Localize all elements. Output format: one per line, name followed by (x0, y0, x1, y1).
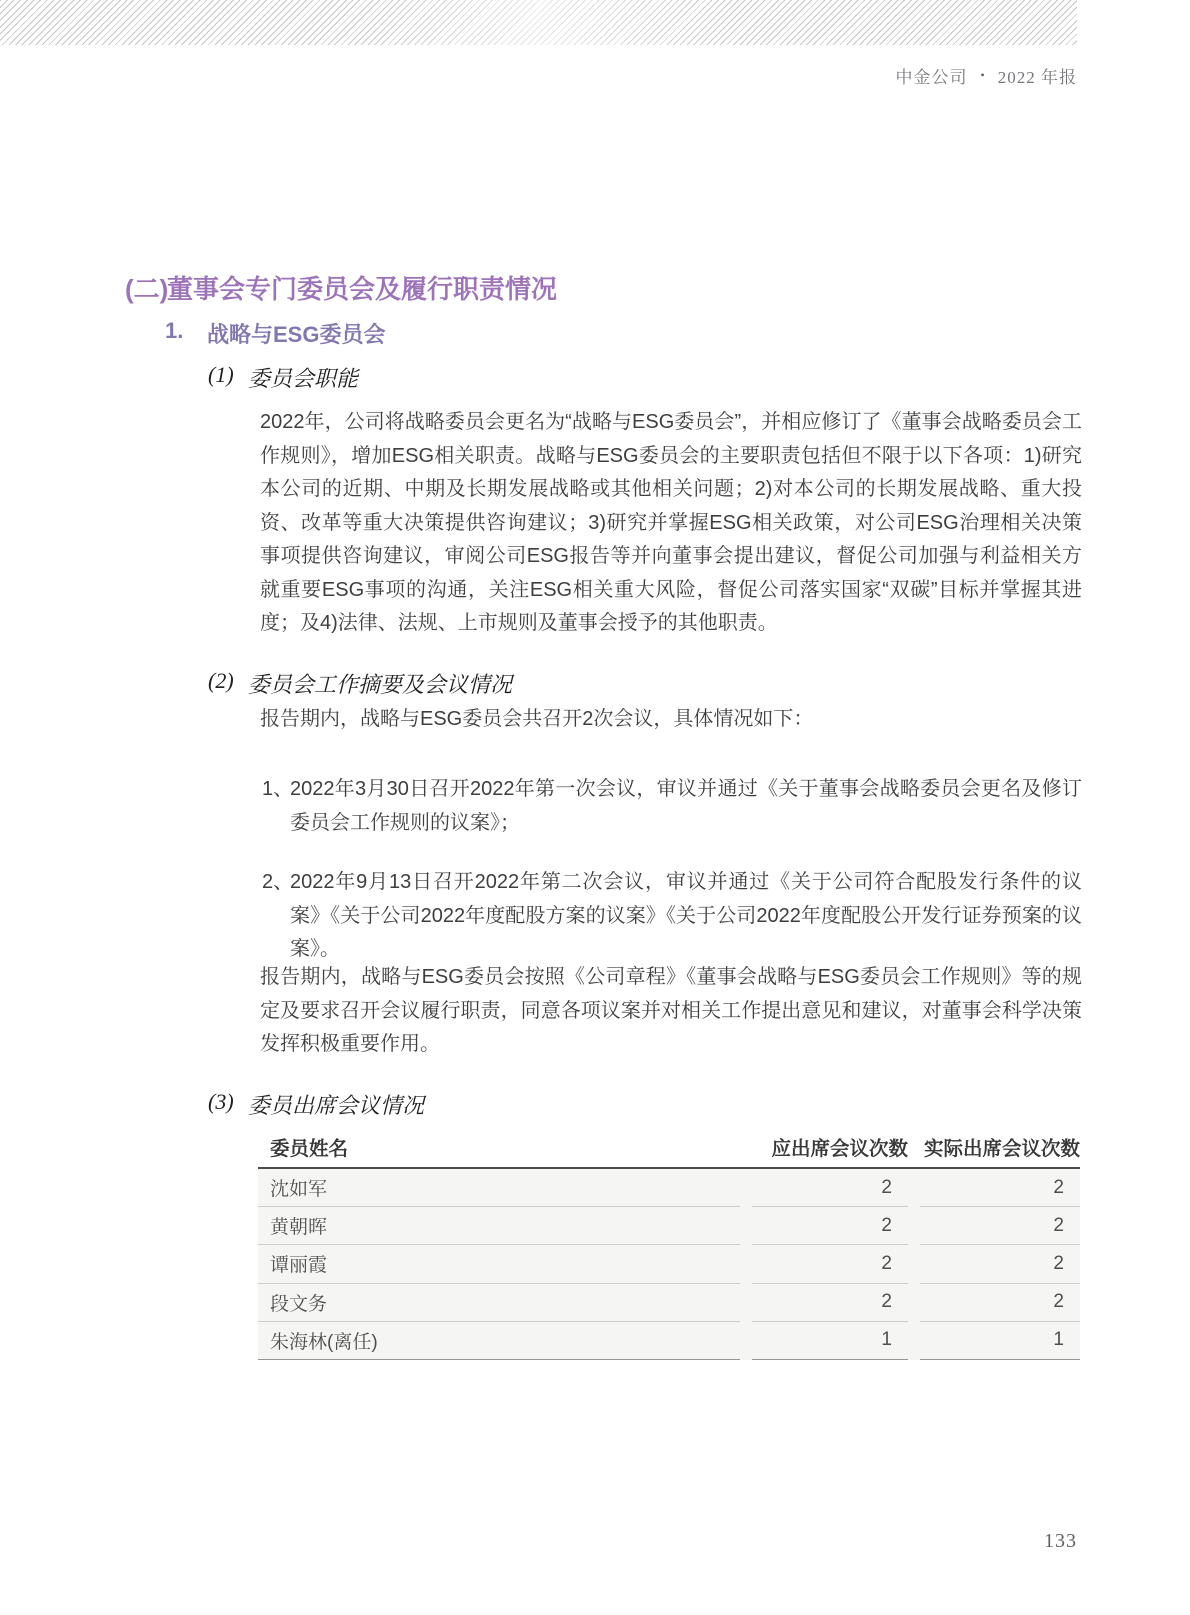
table-row (258, 1245, 1080, 1283)
section-heading-number: (二) (125, 274, 169, 304)
table-row (258, 1207, 1080, 1245)
paragraph-committee-functions: 2022年，公司将战略委员会更名为“战略与ESG委员会”，并相应修订了《董事会战略委员会工作规则》，增加ESG相关职责。战略与ESG委员会的主要职责包括但不限于以下各项：1)研究本公司的近期、中期及长期发展战略或其他相关问题；2)对本公司的长期发展战略、重大投资、改革等重大决策提供咨询建议；3)研究并掌握ESG相关政策，对公司ESG治理相关决策事项提供咨询建议，审阅公司ESG报告等并向董事会提出建议，督促公司加强与利益相关方就重要ESG事项的沟通，关注ESG相关重大风险，督促公司落实国家“双碳”目标并掌握其进度；及4)法律、法规、上市规则及董事会授予的其他职责。 (260, 411, 1082, 634)
list-item-number: 2、 (262, 871, 294, 893)
subsection-heading-label: 战略与ESG委员会 (207, 322, 386, 347)
list-item-text: 2022年3月30日召开2022年第一次会议，审议并通过《关于董事会战略委员会更名及修订委员会工作规则的议案》； (290, 778, 1082, 834)
separator-dot-icon: • (980, 68, 985, 82)
hatch-band-decoration (0, 0, 1077, 45)
attended-count: 2 (920, 1245, 1080, 1283)
section-heading-label: 董事会专门委员会及履行职责情况 (167, 274, 558, 304)
required-count: 2 (752, 1207, 908, 1245)
list-item-number: 1、 (262, 778, 294, 800)
table-row (258, 1284, 1080, 1322)
brand-name: 中金公司 (895, 68, 968, 87)
member-name: 段文务 (258, 1284, 740, 1322)
table-row (258, 1169, 1080, 1207)
required-count: 2 (752, 1284, 908, 1322)
page-number: 133 (1044, 1530, 1077, 1552)
list-item-text: 2022年9月13日召开2022年第二次会议，审议并通过《关于公司符合配股发行条件的议案》《关于公司2022年度配股方案的议案》《关于公司2022年度配股公开发行证券预案的议案》。 (290, 871, 1082, 960)
table-header-row (258, 1127, 1080, 1169)
required-count: 1 (752, 1322, 908, 1360)
item-heading-label: 委员会工作摘要及会议情况 (248, 672, 513, 697)
table-body (258, 1169, 1080, 1360)
item-heading-number: (2) (208, 668, 234, 693)
required-count: 2 (752, 1169, 908, 1207)
item-heading-label: 委员出席会议情况 (248, 1093, 425, 1118)
member-name: 谭丽霞 (258, 1245, 740, 1283)
table-row (258, 1322, 1080, 1360)
member-name: 朱海林(离任) (258, 1322, 740, 1360)
running-header (896, 63, 1077, 88)
meeting-list-item (262, 773, 1082, 840)
section-heading (125, 269, 557, 306)
item-heading-attendance (208, 1089, 424, 1120)
attended-count: 2 (920, 1207, 1080, 1245)
subsection-heading (165, 318, 385, 349)
paragraph-meetings-intro: 报告期内，战略与ESG委员会共召开2次会议，具体情况如下： (260, 708, 814, 730)
item-heading-label: 委员会职能 (248, 366, 359, 391)
column-header-required-count: 应出席会议次数 (771, 1138, 908, 1160)
subsection-heading-number: 1. (165, 318, 184, 343)
item-heading-number: (1) (208, 362, 234, 387)
report-edition: 2022 年报 (997, 68, 1077, 87)
meeting-list-item (262, 866, 1082, 967)
paragraph-duty-summary: 报告期内，战略与ESG委员会按照《公司章程》《董事会战略与ESG委员会工作规则》等的规定及要求召开会议履行职责，同意各项议案并对相关工作提出意见和建议，对董事会科学决策发挥积极重要作用。 (260, 966, 1082, 1055)
member-name: 沈如军 (258, 1169, 740, 1207)
column-header-member-name: 委员姓名 (270, 1138, 349, 1160)
attended-count: 2 (920, 1169, 1080, 1207)
item-heading-work-summary (208, 668, 512, 699)
column-header-attended-count: 实际出席会议次数 (923, 1138, 1080, 1160)
member-name: 黄朝晖 (258, 1207, 740, 1245)
attended-count: 1 (920, 1322, 1080, 1360)
attended-count: 2 (920, 1284, 1080, 1322)
item-heading-functions (208, 362, 358, 393)
required-count: 2 (752, 1245, 908, 1283)
item-heading-number: (3) (208, 1089, 234, 1114)
attendance-table (258, 1127, 1080, 1360)
